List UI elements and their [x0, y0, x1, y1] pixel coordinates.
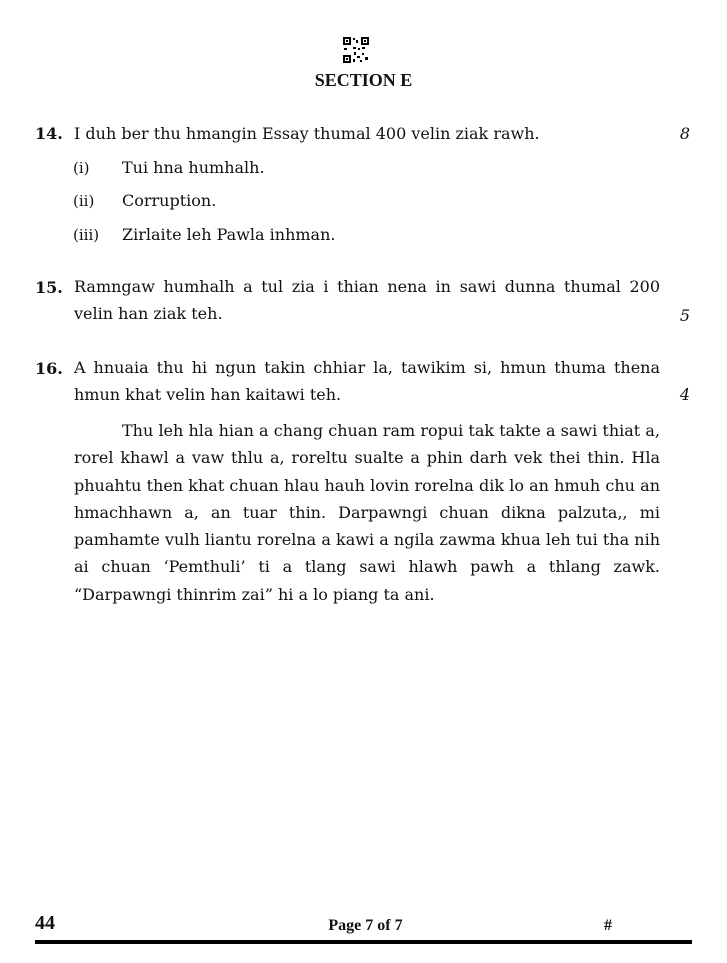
question-marks: 8 [679, 124, 690, 143]
page-number: Page 7 of 7 [328, 917, 403, 934]
option-text: Corruption. [122, 191, 217, 210]
qr-code-icon [343, 37, 369, 63]
question-text: I duh ber thu hmangin Essay thumal 400 velin ziak rawh. [74, 124, 540, 143]
question-number: 15. [35, 278, 63, 297]
option-text: Zirlaite leh Pawla inhman. [122, 225, 336, 244]
option-label: (i) [73, 159, 90, 177]
question-number: 14. [35, 124, 63, 143]
option-label: (iii) [73, 226, 100, 244]
question-number: 16. [35, 359, 63, 378]
reading-passage: Thu leh hla hian a chang chuan ram ropui tak takte a sawi thiat a, rorel khawl a vaw thlu a, roreltu sualte a phin darh vek thei thin. Hla phuahtu then khat chuan hlau hauh lovin rorelna dik lo an hmuh chu an hmachhawn a, an tuar thin. Darpawngi chuan dikna palzuta,, mi pamhamte vulh liantu rorelna a kawi a ngila zawma khua leh tui tha nih ai chuan ‘Pemthuli’ ti a tlang sawi hlawh pawh a thlang zawk. “Darpawngi thinrim zai” hi a lo piang ta ani. [74, 421, 660, 604]
paper-code: 44 [35, 912, 55, 934]
footer-rule [35, 940, 692, 944]
section-title: SECTION E [314, 70, 413, 90]
option-text: Tui hna humhalh. [122, 158, 265, 177]
question-marks: 4 [679, 385, 690, 404]
question-text: A hnuaia thu hi ngun takin chhiar la, tawikim si, hmun thuma thena hmun khat velin han kaitawi teh. [74, 358, 660, 404]
question-text: Ramngaw humhalh a tul zia i thian nena in sawi dunna thumal 200 velin han ziak teh. [74, 277, 660, 323]
option-label: (ii) [73, 192, 95, 210]
question-marks: 5 [679, 306, 690, 325]
footer-symbol: # [604, 917, 612, 934]
